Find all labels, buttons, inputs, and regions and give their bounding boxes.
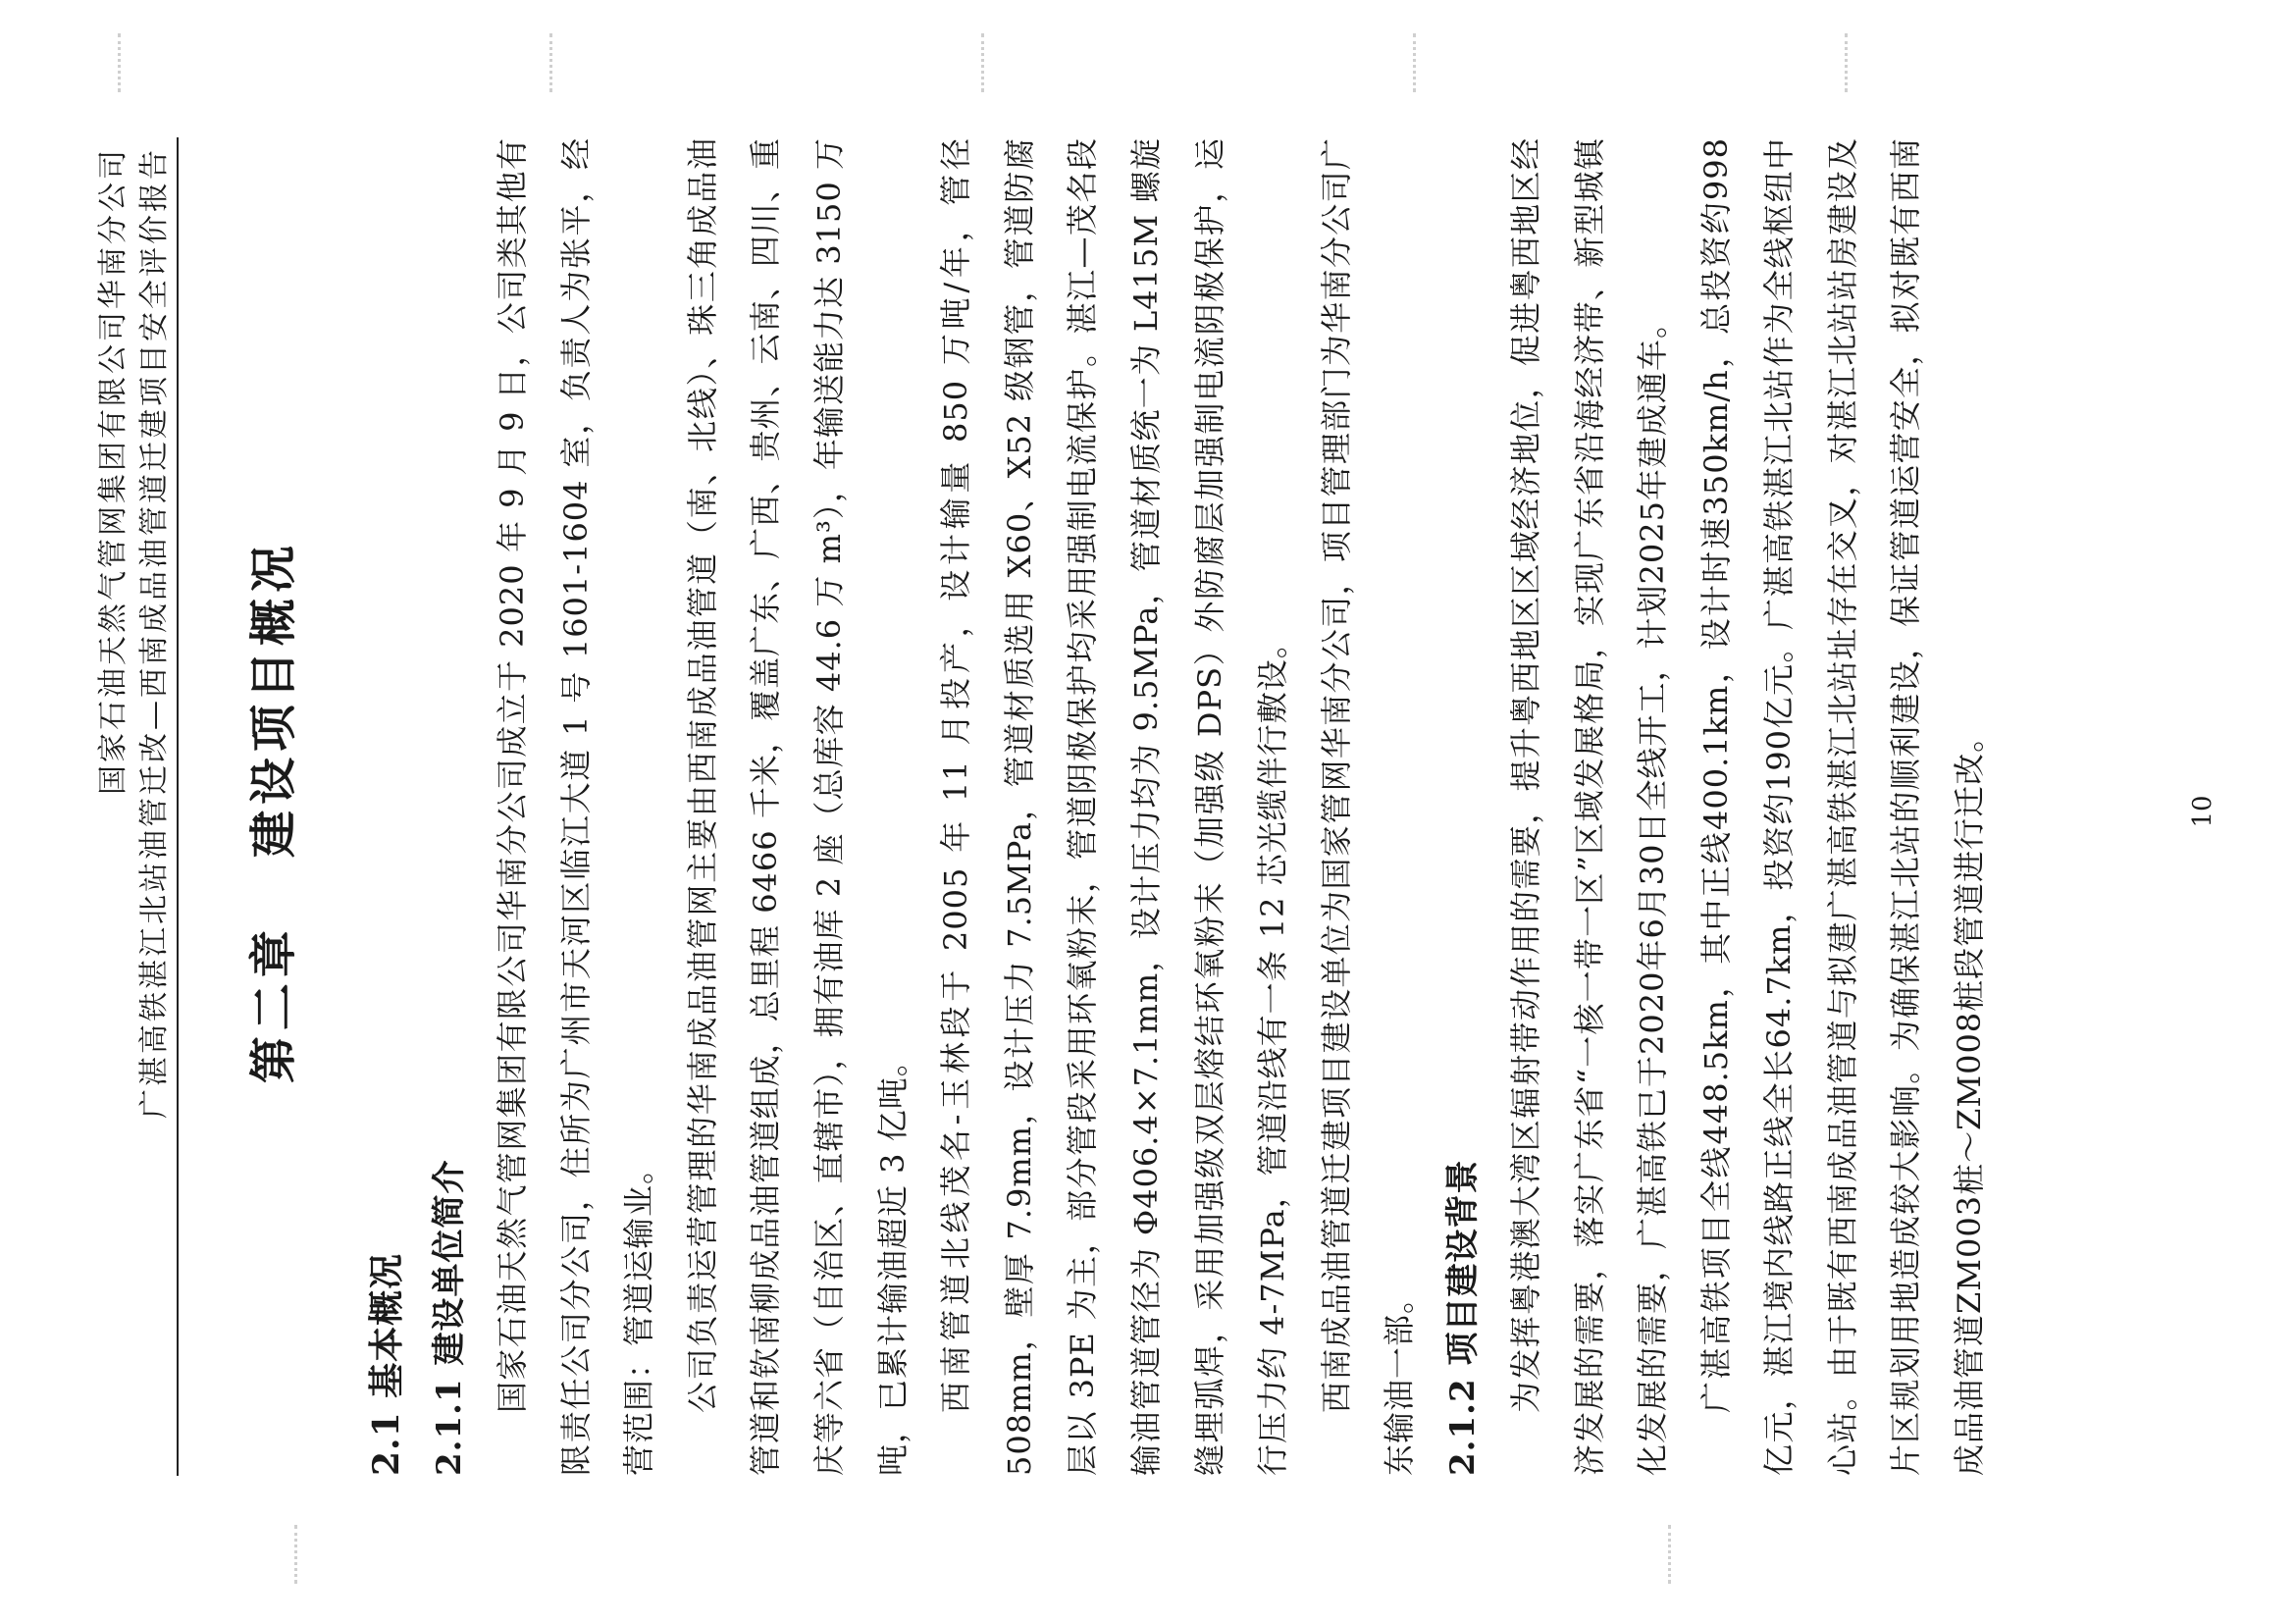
header-company: 国家石油天然气管网集团有限公司华南分公司	[96, 147, 130, 795]
header-rule	[177, 137, 179, 1476]
scan-artifact	[1413, 33, 1416, 92]
paragraph-railway-project: 广湛高铁项目全线448.5km，其中正线400.1km，设计时速350km/h，总投资约998亿元，湛江境内线路正线全长64.7km，投资约190亿元。广湛高铁湛江北站作为全线枢纽中心站。由于既有西南成品油管道与拟建广湛高铁湛江北站址存在交叉，对湛江北站站房建设及片区规划用地造成较大影响。为确保湛江北站的顺利建设，保证管道运营安全，拟对既有西南成品油管道ZM003桩～ZM008桩段管道进行迁改。	[1696, 137, 1989, 1476]
paragraph-pipeline-network: 公司负责运营管理的华南成品油管网主要由西南成品油管道（南、北线）、珠三角成品油管道和钦南柳成品油管道组成，总里程 6466 千米，覆盖广东、广西、贵州、云南、四川、重庆等六省（自治区、直辖市），拥有油库 2 座（总库容 44.6 万 m³），年输送能力达 3150 万吨，已累计输油超近 3 亿吨。	[683, 137, 912, 1476]
scan-artifact	[981, 33, 984, 92]
scan-artifact	[549, 33, 552, 92]
scan-artifact	[1845, 33, 1848, 92]
scan-artifact	[118, 33, 121, 92]
paragraph-project-owner: 西南成品油管道迁建项目建设单位为国家管网华南分公司，项目管理部门为华南分公司广东输油一部。	[1317, 137, 1419, 1476]
header-report-title: 广湛高铁湛江北站油管迁改—西南成品油管道迁建项目安全评价报告	[137, 147, 172, 1119]
scan-artifact	[1668, 1525, 1671, 1584]
chapter-title: 第二章 建设项目概况	[246, 539, 301, 1084]
paragraph-pipeline-specs: 西南管道北线茂名-玉林段于 2005 年 11 月投产，设计输量 850 万吨/年，管径 508mm，壁厚 7.9mm，设计压力 7.5MPa，管道材质选用 X60、X52 级钢管，管道防腐层以 3PE 为主，部分管段采用环氧粉末，管道阴极保护均采用强制电流保护。湛江—茂名段输油管道管径为 Φ406.4×7.1mm，设计压力均为 9.5MPa，管道材质统一为 L415M 螺旋缝埋弧焊，采用加强级双层熔结环氧粉末（加强级 DPS）外防腐层加强制电流阴极保护，运行压力约 4-7MPa，管道沿线有一条 12 芯光缆伴行敷设。	[937, 137, 1292, 1476]
document-body	[355, 137, 2002, 1476]
section-heading-2-1: 2.1 基本概况	[366, 1252, 407, 1476]
subsection-heading-2-1-1: 2.1.1 建设单位简介	[430, 1159, 469, 1476]
paragraph-company-intro: 国家石油天然气管网集团有限公司华南分公司成立于 2020 年 9 月 9 日，公司类其他有限责任公司分公司，住所为广州市天河区临江大道 1 号 1601-1604 室，负责人为张平，经营范围：管道运输业。	[494, 137, 658, 1476]
page-number: 10	[2188, 795, 2218, 828]
paragraph-background: 为发挥粤港澳大湾区辐射带动作用的需要，提升粤西地区区域经济地位，促进粤西地区经济发展的需要，落实广东省“一核一带一区”区域发展格局，实现广东省沿海经济带、新型城镇化发展的需要，广湛高铁已于2020年6月30日全线开工，计划2025年建成通车。	[1506, 137, 1672, 1476]
scan-artifact	[294, 1525, 297, 1584]
subsection-heading-2-1-2: 2.1.2 项目建设背景	[1442, 1159, 1483, 1476]
